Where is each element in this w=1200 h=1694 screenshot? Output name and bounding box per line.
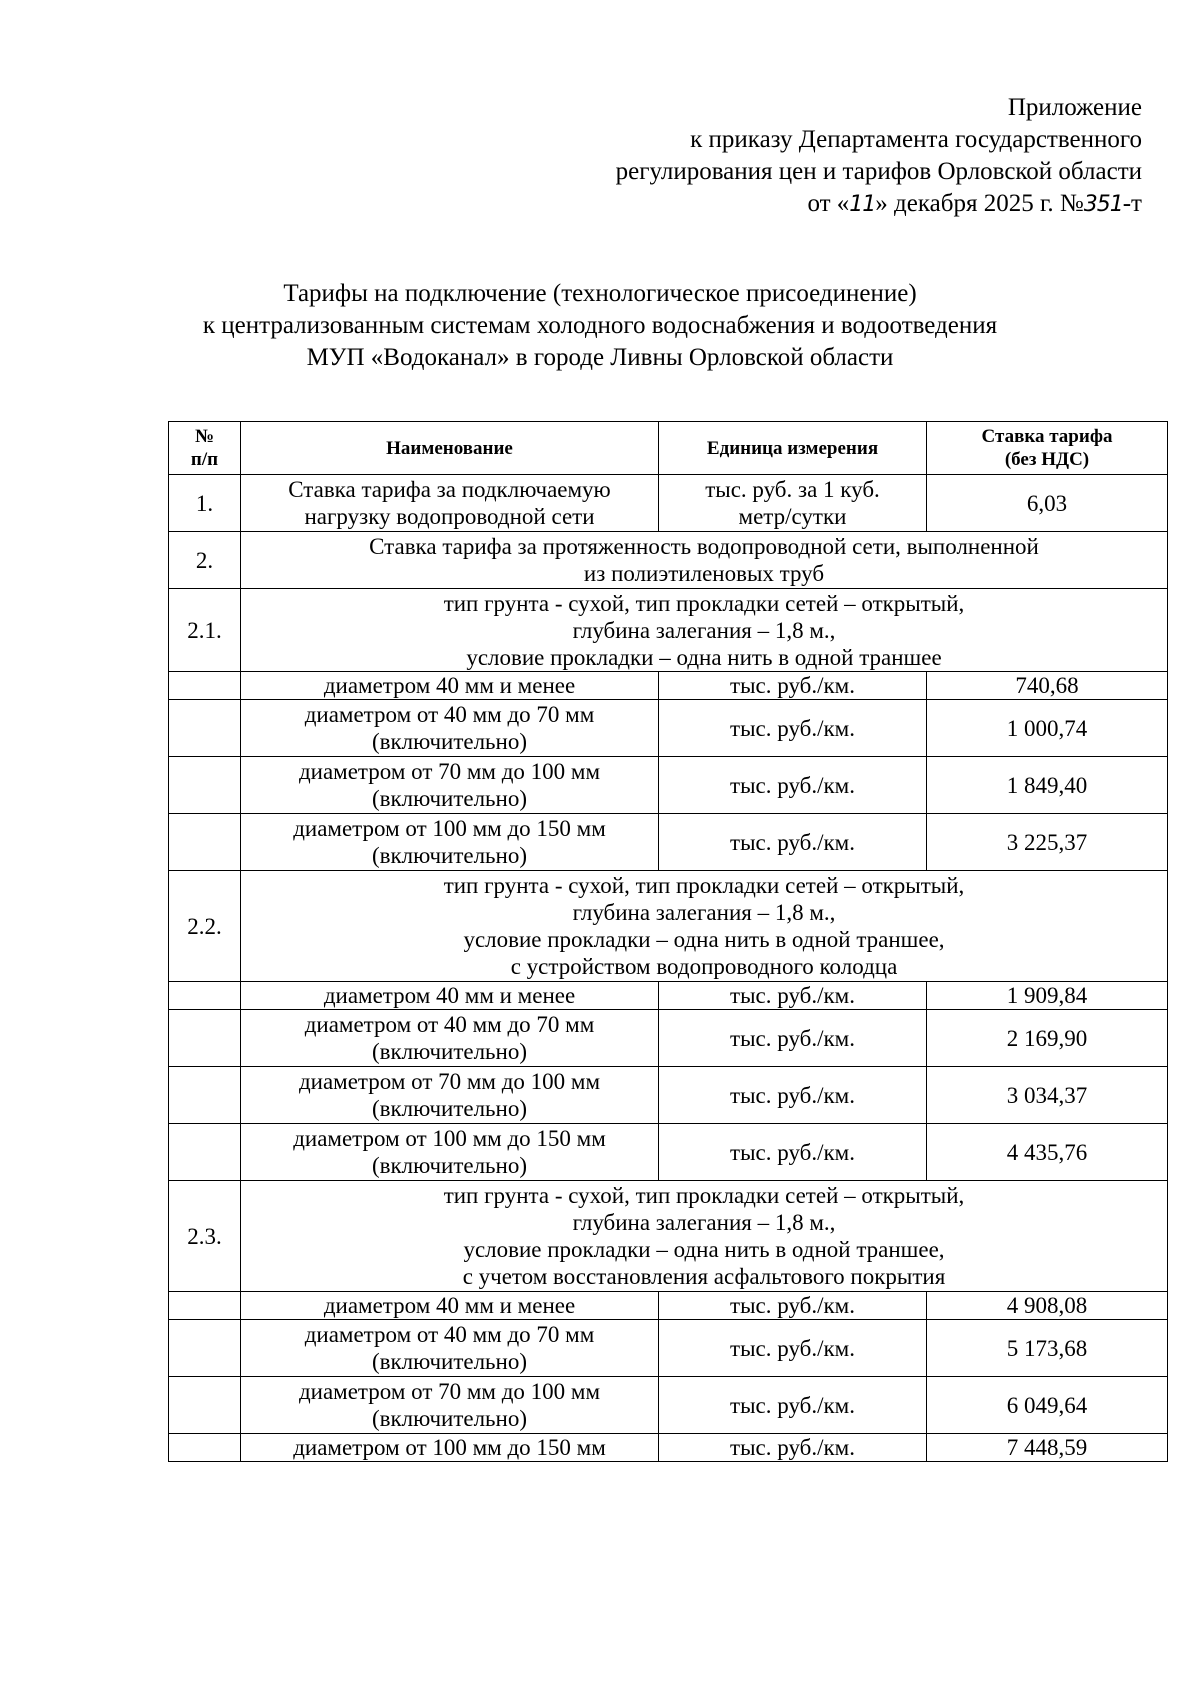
row-unit: тыс. руб./км. [659,757,927,814]
document-title [0,278,1200,374]
row-name-line: диаметром от 70 мм до 100 мм [298,1069,601,1094]
title-line: МУП «Водоканал» в городе Ливны Орловской области [306,344,894,371]
row-unit: тыс. руб./км. [659,1320,927,1377]
table-row [169,1377,1168,1434]
row-unit: тыс. руб./км. [659,1124,927,1181]
section-description-line: тип грунта - сухой, тип прокладки сетей – открытый, [443,873,965,898]
row-unit: тыс. руб./км. [659,1292,927,1320]
row-rate: 6 049,64 [927,1377,1168,1434]
row-rate: 5 173,68 [927,1320,1168,1377]
section-num: 2.2. [169,871,241,982]
table-row [169,1067,1168,1124]
row-num-empty [169,1010,241,1067]
row-unit: тыс. руб. за 1 куб. метр/сутки [659,475,927,532]
section-description-line: условие прокладки – одна нить в одной траншее [466,644,942,670]
row-unit: тыс. руб./км. [659,1067,927,1124]
row-name-line: диаметром от 70 мм до 100 мм [298,759,601,784]
row-num-empty [169,1377,241,1434]
row-rate: 4 435,76 [927,1124,1168,1181]
row-name [241,1292,659,1320]
row-name-line: диаметром от 40 мм до 70 мм [304,702,595,727]
row-num: 1. [169,475,241,532]
section-description-line: тип грунта - сухой, тип прокладки сетей – открытый, [443,590,965,616]
section-description-line: глубина залегания – 1,8 м., [572,900,836,925]
row-name [241,1124,659,1181]
row-name-line: диаметром от 40 мм до 70 мм [304,1012,595,1037]
date-month-year: » декабря 2025 г. № [875,190,1084,217]
header-num: № п/п [169,422,241,475]
row-rate: 1 000,74 [927,700,1168,757]
section-description-line: с устройством водопроводного колодца [510,954,898,979]
row-rate: 1 849,40 [927,757,1168,814]
row-name [241,700,659,757]
row-num-empty [169,1320,241,1377]
section-description-line: с учетом восстановления асфальтового покрытия [462,1264,946,1289]
section-description [241,1181,1168,1292]
row-name [241,1434,659,1462]
row-name-line: диаметром 40 мм и менее [323,983,576,1008]
row-num-empty [169,700,241,757]
section-row [169,871,1168,982]
table-row [169,1124,1168,1181]
row-name-line: (включительно) [371,843,528,868]
row-rate: 4 908,08 [927,1292,1168,1320]
table-row [169,757,1168,814]
appendix-line: Приложение [1007,94,1142,121]
row-num: 2. [169,532,241,589]
table-row [169,1320,1168,1377]
handwritten-day: 11 [849,192,876,217]
table-header-row [169,422,1168,475]
section-description-line: глубина залегания – 1,8 м., [572,1210,836,1235]
row-rate: 2 169,90 [927,1010,1168,1067]
table-row [169,1010,1168,1067]
row-num-empty [169,814,241,871]
title-line: Тарифы на подключение (технологическое присоединение) [283,280,917,307]
table-row [169,700,1168,757]
row-rate: 6,03 [927,475,1168,532]
row-rate: 1 909,84 [927,982,1168,1010]
section-description-line: тип грунта - сухой, тип прокладки сетей – открытый, [443,1183,965,1208]
table-row [169,672,1168,700]
row-name-line: (включительно) [371,1349,528,1374]
row-name [241,982,659,1010]
row-name-line: (включительно) [371,1096,528,1121]
header-name: Наименование [241,422,659,475]
title-line: к централизованным системам холодного водоснабжения и водоотведения [202,312,998,339]
row-name-line: (включительно) [371,786,528,811]
table-row [169,814,1168,871]
header-unit: Единица измерения [659,422,927,475]
table-row [169,1292,1168,1320]
row-name [241,672,659,700]
section-row [169,1181,1168,1292]
row-name [241,757,659,814]
section-row [169,589,1168,672]
row-num-empty [169,1124,241,1181]
table-row [169,1434,1168,1462]
row-name [241,1010,659,1067]
row-name-line: диаметром от 100 мм до 150 мм [293,816,606,841]
row-name [241,1320,659,1377]
order-date-line [616,188,1142,221]
row-name: Ставка тарифа за подключаемую нагрузку водопроводной сети [241,475,659,532]
section-description-line: условие прокладки – одна нить в одной траншее, [463,1237,945,1262]
row-name [241,1377,659,1434]
row-rate: 3 225,37 [927,814,1168,871]
section-description-line: условие прокладки – одна нить в одной траншее, [463,927,945,952]
date-prefix: от « [807,190,850,217]
row-num-empty [169,1434,241,1462]
tariff-table [168,421,1168,1462]
row-num-empty [169,982,241,1010]
row-name-line: диаметром от 100 мм до 150 мм [293,1126,606,1151]
row-unit: тыс. руб./км. [659,982,927,1010]
row-rate: 7 448,59 [927,1434,1168,1462]
table-row [169,475,1168,532]
row-name-line: диаметром от 70 мм до 100 мм [298,1379,601,1404]
section-num: 2.3. [169,1181,241,1292]
row-unit: тыс. руб./км. [659,700,927,757]
table-row [169,532,1168,589]
order-suffix: -т [1122,190,1142,217]
row-num-empty [169,1067,241,1124]
row-name-line: (включительно) [371,729,528,754]
appendix-line: регулирования цен и тарифов Орловской области [615,158,1142,185]
section-description [241,871,1168,982]
section-description-line: глубина залегания – 1,8 м., [572,617,836,643]
appendix-line: к приказу Департамента государственного [690,126,1142,153]
row-unit: тыс. руб./км. [659,672,927,700]
row-rate: 3 034,37 [927,1067,1168,1124]
row-unit: тыс. руб./км. [659,1377,927,1434]
row-rate: 740,68 [927,672,1168,700]
appendix-header [616,92,1142,221]
section-description [241,589,1168,672]
row-name-line: диаметром 40 мм и менее [323,673,576,698]
row-name-line: диаметром от 100 мм до 150 мм [293,1435,606,1460]
row-name [241,1067,659,1124]
row-unit: тыс. руб./км. [659,814,927,871]
header-rate: Ставка тарифа (без НДС) [927,422,1168,475]
row-name-line: (включительно) [371,1153,528,1178]
row-unit: тыс. руб./км. [659,1010,927,1067]
row-name-line: диаметром 40 мм и менее [323,1293,576,1318]
row-num-empty [169,672,241,700]
row-name-line: диаметром от 40 мм до 70 мм [304,1322,595,1347]
row-num-empty [169,1292,241,1320]
row-name-line: (включительно) [371,1039,528,1064]
row-name-line: (включительно) [371,1406,528,1431]
handwritten-order-number: 351 [1083,192,1123,217]
section-num: 2.1. [169,589,241,672]
row-unit: тыс. руб./км. [659,1434,927,1462]
table-row [169,982,1168,1010]
row-name [241,814,659,871]
row-num-empty [169,757,241,814]
row-section-title: Ставка тарифа за протяженность водопроводной сети, выполненной из полиэтиленовых труб [241,532,1168,589]
